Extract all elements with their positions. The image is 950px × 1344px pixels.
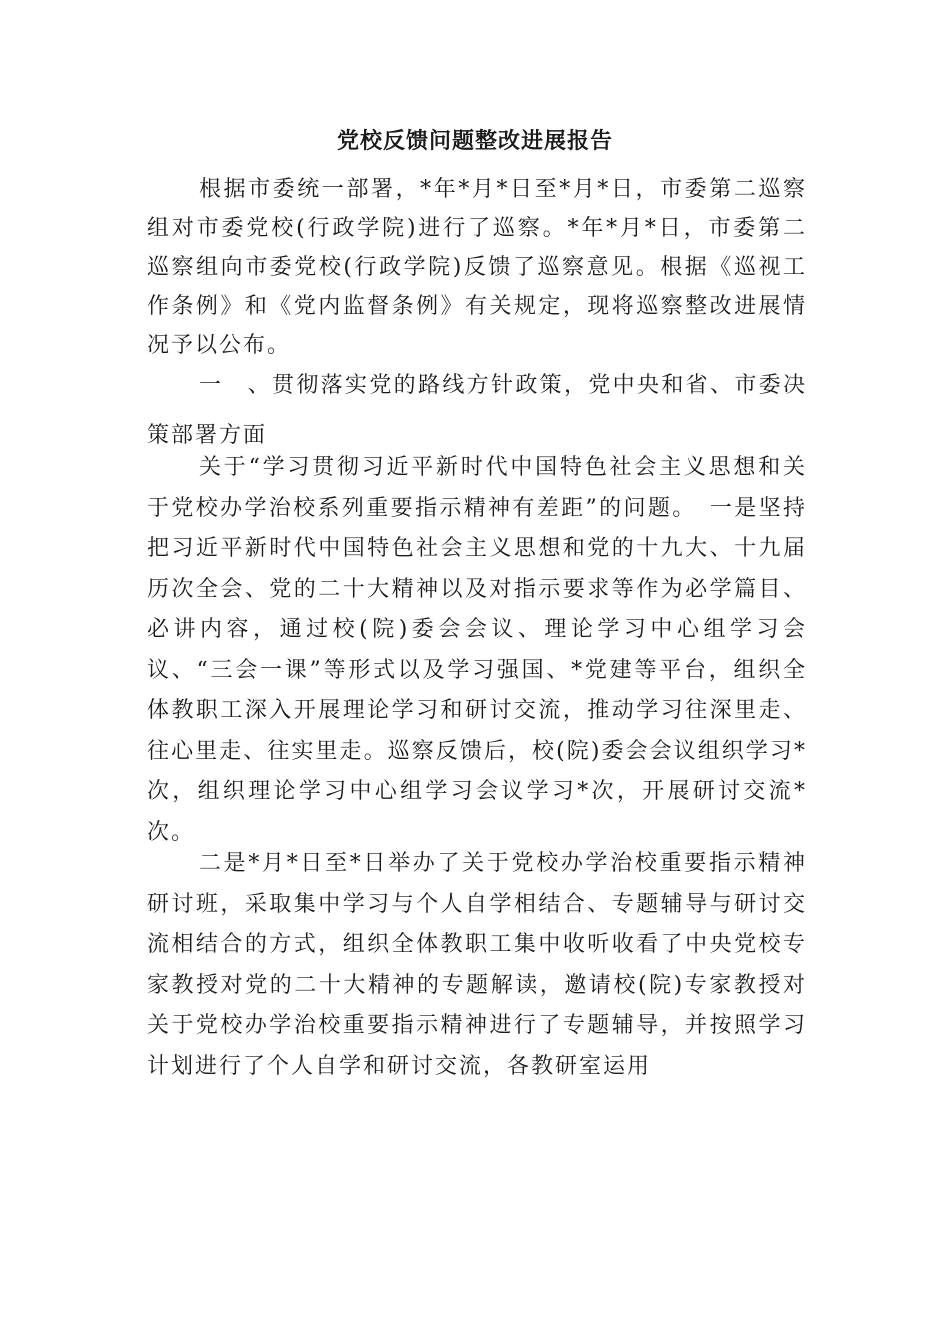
- section-heading: 一 、贯彻落实党的路线方针政策，党中央和省、市委决策部署方面: [147, 373, 807, 448]
- body-paragraph: 二是*月*日至*日举办了关于党校办学治校重要指示精神研讨班，采取集中学习与个人自学相结合、专题辅导与研讨交流相结合的方式，组织全体教职工集中收听收看了中央党校专家教授对党的二十大精神的专题解读，邀请校(院)专家教授对关于党校办学治校重要指示精神进行了专题辅导，并按照学习计划进行了个人自学和研讨交流，各教研室运用: [147, 851, 807, 1079]
- document-title: 党校反馈问题整改进展报告: [336, 129, 613, 154]
- intro-paragraph: 根据市委统一部署，*年*月*日至*月*日，市委第二巡察组对市委党校(行政学院)进行了巡察。*年*月*日，市委第二巡察组向市委党校(行政学院)反馈了巡察意见。根据《巡视工作条例》和《党内监督条例》有关规定，现将巡察整改进展情况予以公布。: [147, 177, 807, 358]
- body-paragraph: 关于“学习贯彻习近平新时代中国特色社会主义思想和关于党校办学治校系列重要指示精神有差距”的问题。 一是坚持把习近平新时代中国特色社会主义思想和党的十九大、十九届历次全会、党的二十大精神以及对指示要求等作为必学篇目、必讲内容，通过校(院)委会会议、理论学习中心组学习会议、“三会一课”等形式以及学习强国、*党建等平台，组织全体教职工深入开展理论学习和研讨交流，推动学习往深里走、往心里走、往实里走。巡察反馈后，校(院)委会会议组织学习*次，组织理论学习中心组学习会议学习*次，开展研讨交流*次。: [147, 455, 807, 845]
